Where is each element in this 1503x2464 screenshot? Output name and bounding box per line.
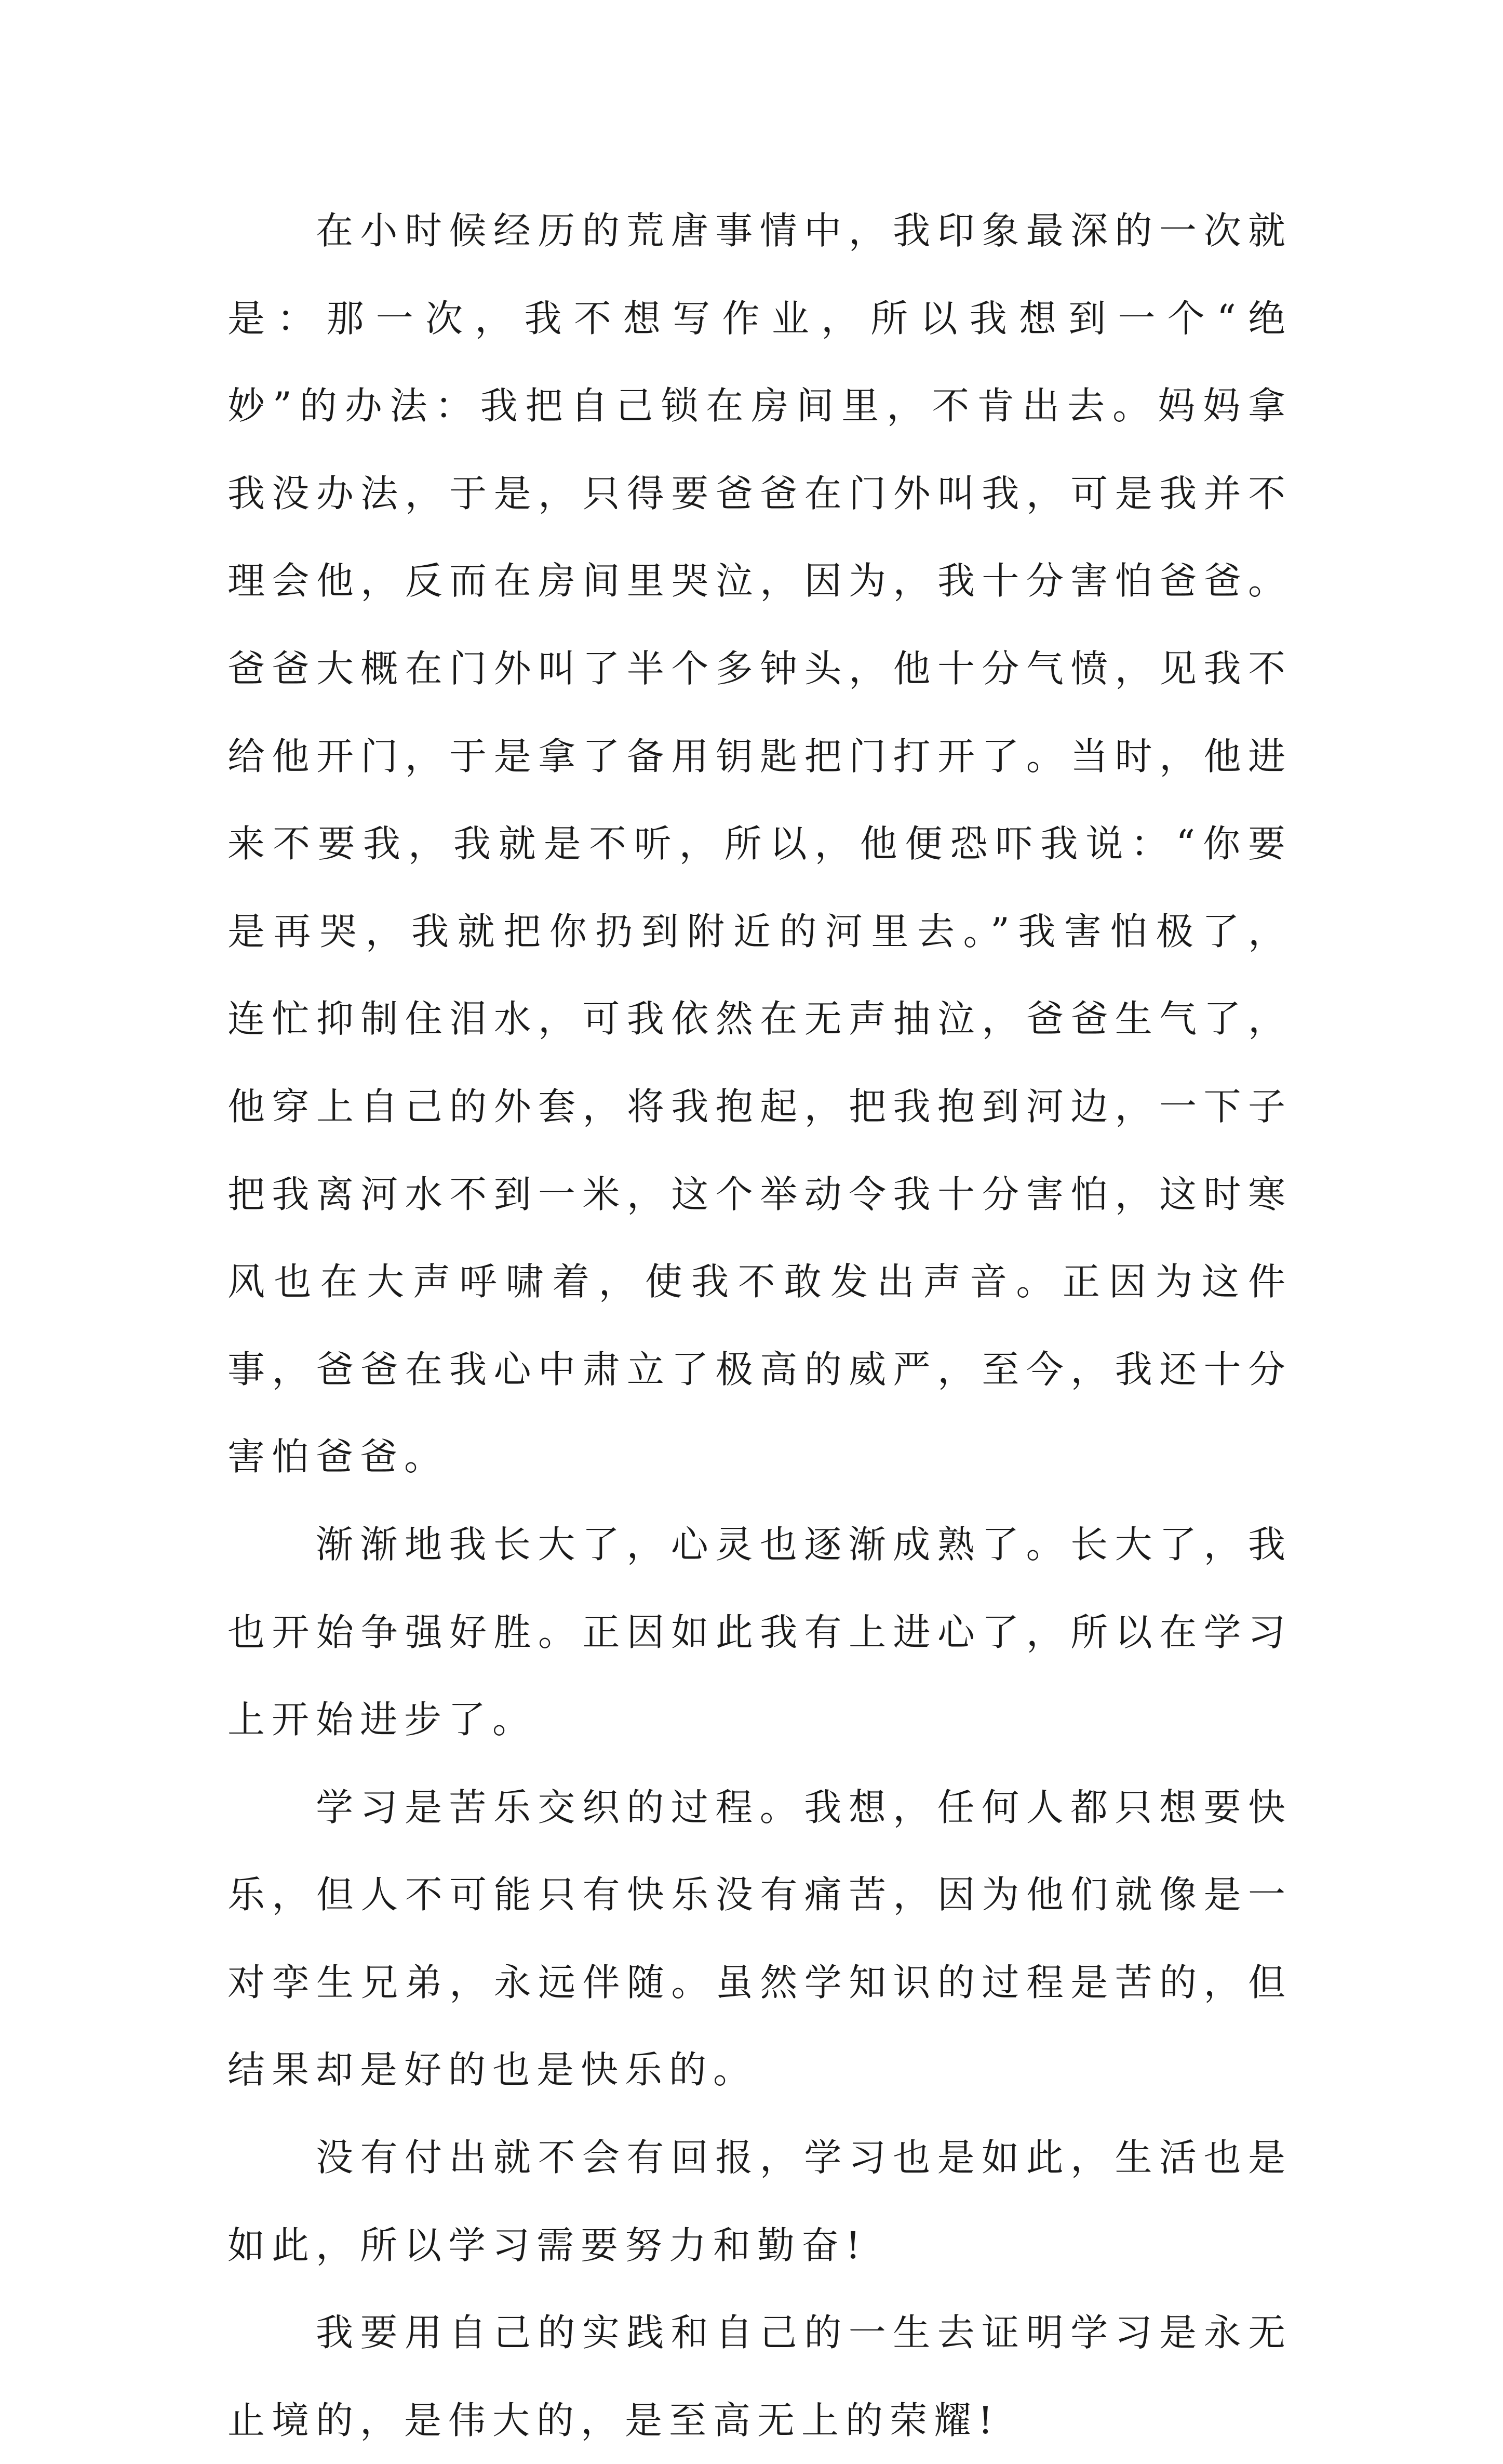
paragraph-growing-up: 渐渐地我长大了，心灵也逐渐成熟了。长大了，我也开始争强好胜。正因如此我有上进心了，所以在学习上开始进步了。 [227, 1522, 1292, 1742]
document-body [227, 187, 1292, 2464]
paragraph-learning-process: 学习是苦乐交织的过程。我想，任何人都只想要快乐，但人不可能只有快乐没有痛苦，因为他们就像是一对孪生兄弟，永远伴随。虽然学知识的过程是苦的，但结果却是好的也是快乐的。 [227, 1785, 1292, 2092]
paragraph-childhood-story: 在小时候经历的荒唐事情中，我印象最深的一次就是：那一次，我不想写作业，所以我想到一个“绝妙”的办法：我把自己锁在房间里，不肯出去。妈妈拿我没办法，于是，只得要爸爸在门外叫我，可是我并不理会他，反而在房间里哭泣，因为，我十分害怕爸爸。爸爸大概在门外叫了半个多钟头，他十分气愤，见我不给他开门，于是拿了备用钥匙把门打开了。当时，他进来不要我，我就是不听，所以，他便恐吓我说：“你要是再哭，我就把你扔到附近的河里去。”我害怕极了，连忙抑制住泪水，可我依然在无声抽泣，爸爸生气了，他穿上自己的外套，将我抱起，把我抱到河边，一下子把我离河水不到一米，这个举动令我十分害怕，这时寒风也在大声呼啸着，使我不敢发出声音。正因为这件事，爸爸在我心中肃立了极高的威严，至今，我还十分害怕爸爸。 [227, 209, 1292, 1479]
paragraph-lifelong-learning: 我要用自己的实践和自己的一生去证明学习是永无止境的，是伟大的，是至高无上的荣耀! [227, 2311, 1292, 2442]
paragraph-effort-reward: 没有付出就不会有回报，学习也是如此，生活也是如此，所以学习需要努力和勤奋! [227, 2136, 1292, 2267]
